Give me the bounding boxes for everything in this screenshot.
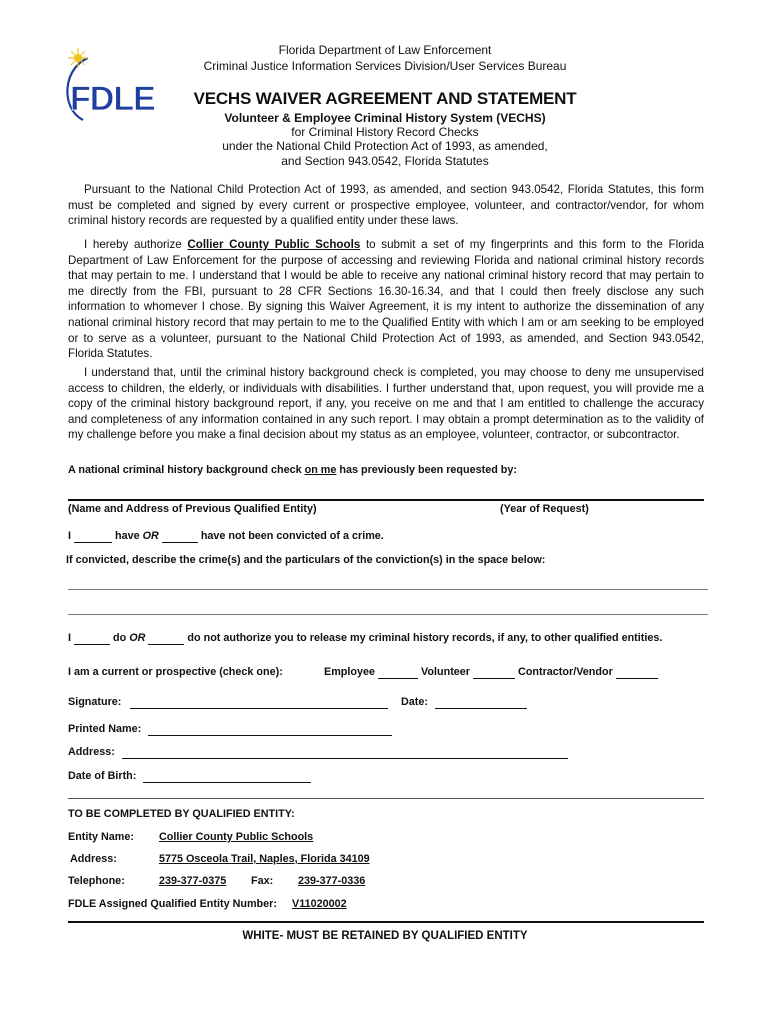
previous-entity-label: (Name and Address of Previous Qualified Entity) [68,503,317,515]
entity-number-label: FDLE Assigned Qualified Entity Number: [68,898,277,910]
authorization-text-rest: to submit a set of my fingerprints and this form to the Florida Department of Law Enforcement for the purpose of accessing and reviewing Florida and national criminal history records that may pertain to me. I understand that I would be able to receive any national criminal history record that may pertain to me directly from the FBI, pursuant to 28 CFR Sections 16.30-16.34, and that I could then freely disclose any such information to whomever I chose. By signing this Waiver Agreement, it is my intent to authorize the dissemination of any national criminal history record that may pertain to me to the Qualified Entity with which I am or am seeking to be employed or to serve as a volunteer, pursuant to the National Child Protection Act of 1993, as amended, and Section 943.0542, Florida Statutes. [68,238,704,361]
form-title: VECHS WAIVER AGREEMENT AND STATEMENT [193,89,577,108]
release-authorization-statement: I do OR do not authorize you to release my criminal history records, if any, to other qualified entities. [68,632,663,644]
previous-check-statement: A national criminal history background check on me has previously been requested by: [68,464,517,476]
previous-entity-line[interactable] [68,499,704,501]
conviction-description-line-1[interactable] [68,589,708,591]
dob-field[interactable] [143,770,311,783]
authorization-text-start: I hereby authorize [84,238,188,251]
entity-number-value: V11020002 [292,898,347,910]
printed-name-row: Printed Name: [68,723,392,736]
paragraph-understanding: I understand that, until the criminal history background check is completed, you may choose to deny me unsupervised access to children, the elderly, or individuals with disabilities. I further understand that, upon request, you will provide me a copy of the criminal history background report, if any, you receive on me and that I am entitled to challenge the accuracy and completeness of any information contained in any such report. I may obtain a prompt determination as to the validity of my challenge before you make a final decision about my status as an employee, volunteer, contractor, or subcontractor. [68,366,704,442]
entity-address-value: 5775 Osceola Trail, Naples, Florida 34109 [159,853,370,865]
contractor-checkbox[interactable] [616,666,658,679]
date-field[interactable] [435,696,527,709]
address-row: Address: [68,746,568,759]
entity-fax-label: Fax: [251,875,274,887]
subtitle-line2: for Criminal History Record Checks [291,125,479,139]
conviction-describe-label: If convicted, describe the crime(s) and the particulars of the conviction(s) in the space below: [66,554,546,566]
signature-row: Signature: [68,696,388,709]
subtitle-line4: and Section 943.0542, Florida Statutes [281,154,489,168]
agency-name: Florida Department of Law Enforcement [278,43,492,57]
paragraph-authorization [68,237,704,362]
subtitle-line3: under the National Child Protection Act of 1993, as amended, [222,139,548,153]
sun-icon [68,48,88,68]
conviction-statement: I have OR have not been convicted of a crime. [68,530,384,542]
dob-row: Date of Birth: [68,770,311,783]
division-name: Criminal Justice Information Services Division/User Services Bureau [203,59,567,73]
volunteer-checkbox[interactable] [473,666,515,679]
signature-field[interactable] [130,696,388,709]
entity-phone-value: 239-377-0375 [159,875,227,887]
status-label: I am a current or prospective (check one): [68,666,283,678]
printed-name-field[interactable] [148,723,392,736]
entity-name-value: Collier County Public Schools [159,831,314,843]
entity-phone-label: Telephone: [68,875,125,887]
entity-section-heading: TO BE COMPLETED BY QUALIFIED ENTITY: [68,808,295,820]
have-not-initial-field[interactable] [162,530,198,543]
have-initial-field[interactable] [74,530,112,543]
entity-name-label: Entity Name: [68,831,134,843]
address-field[interactable] [122,746,568,759]
do-initial-field[interactable] [74,632,110,645]
status-options: Employee Volunteer Contractor/Vendor [324,666,658,679]
logo-text: FDLE [70,80,155,118]
entity-fax-value: 239-377-0336 [298,875,366,887]
date-row: Date: [401,696,527,709]
entity-address-label: Address: [70,853,117,865]
authorized-entity-name: Collier County Public Schools [187,238,361,251]
subtitle-line1: Volunteer & Employee Criminal History System (VECHS) [224,111,546,125]
retention-notice: WHITE- MUST BE RETAINED BY QUALIFIED ENTITY [242,930,528,942]
do-not-initial-field[interactable] [148,632,184,645]
footer-divider [68,921,704,923]
employee-checkbox[interactable] [378,666,418,679]
year-of-request-label: (Year of Request) [500,503,589,515]
paragraph-purpose: Pursuant to the National Child Protection Act of 1993, as amended, and section 943.0542, Florida Statutes, this form must be completed and signed by every current or prospective employee, volunteer, and contractor/vendor, for whom criminal history records are requested by a qualified entity under these laws. [68,183,704,228]
conviction-description-line-2[interactable] [68,614,708,616]
section-divider [68,798,704,799]
